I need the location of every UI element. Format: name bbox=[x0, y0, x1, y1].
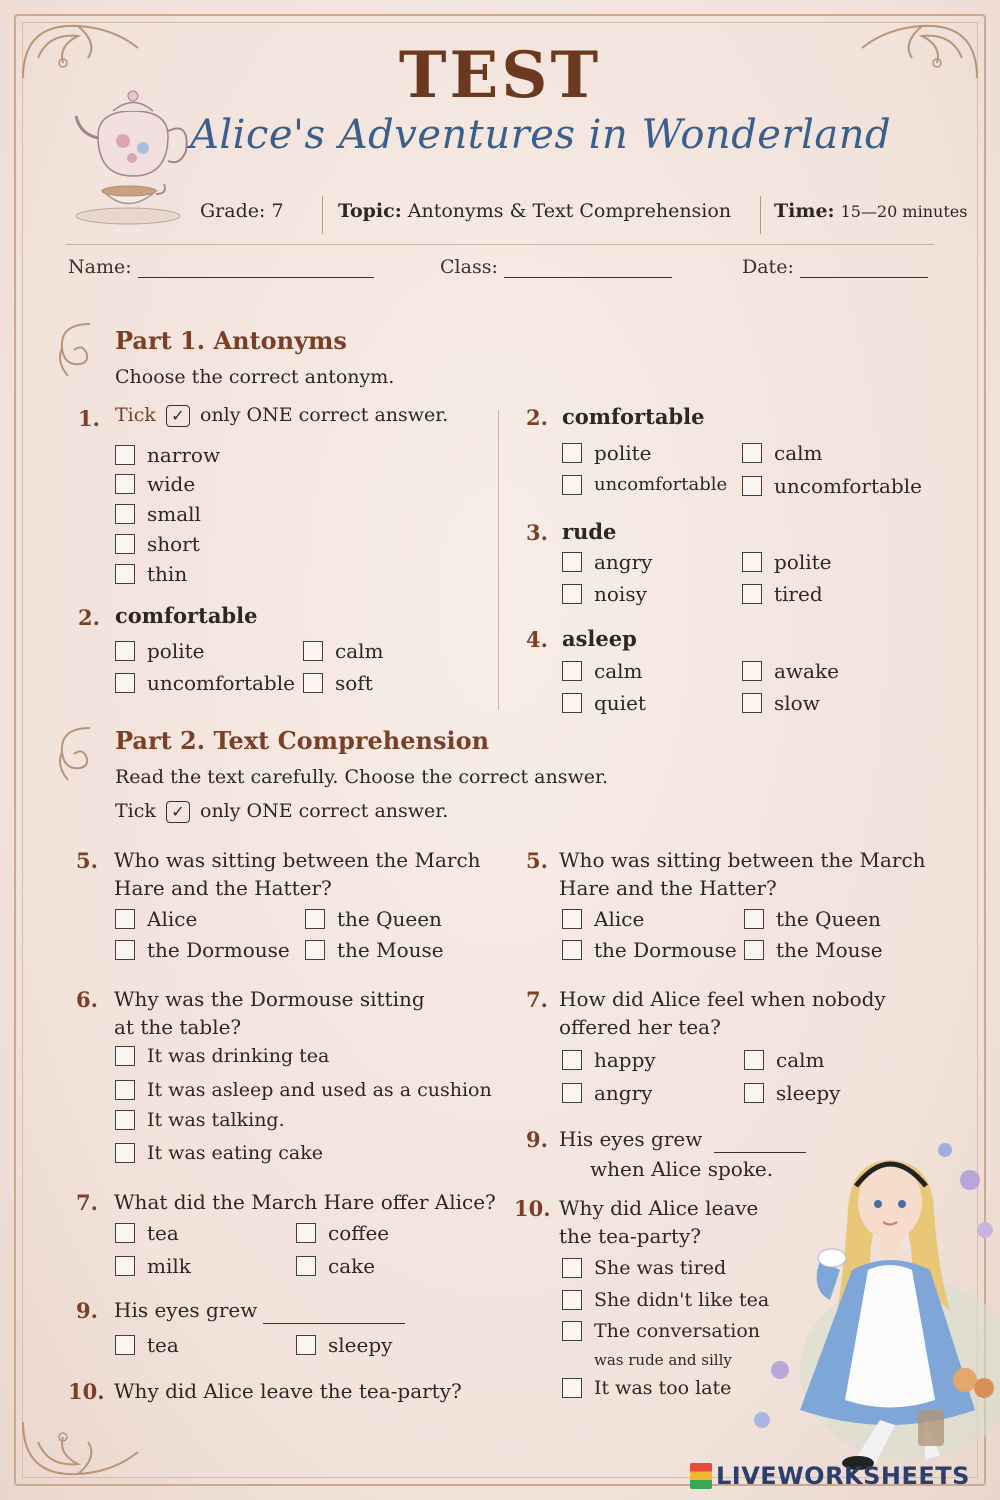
option-label: slow bbox=[774, 691, 820, 715]
part2-title: Part 2. Text Comprehension bbox=[115, 726, 490, 755]
answer-option[interactable] bbox=[115, 671, 295, 695]
part1-title: Part 1. Antonyms bbox=[115, 326, 347, 355]
checkbox[interactable] bbox=[115, 445, 135, 465]
answer-option[interactable] bbox=[562, 659, 643, 683]
option-label: polite bbox=[774, 550, 832, 574]
option-label: calm bbox=[594, 659, 643, 683]
swirl-ornament-icon bbox=[50, 318, 98, 380]
option-label: She didn't like tea bbox=[594, 1289, 770, 1311]
question-number: 7. bbox=[526, 987, 548, 1012]
option-label: angry bbox=[594, 550, 653, 574]
answer-option[interactable] bbox=[562, 1081, 652, 1105]
option-label: polite bbox=[594, 441, 652, 465]
question-number: 2. bbox=[526, 405, 548, 430]
option-label: tired bbox=[774, 582, 823, 606]
question-line: Why was the Dormouse sitting bbox=[114, 987, 425, 1011]
checkbox[interactable] bbox=[296, 1256, 316, 1276]
answer-option[interactable] bbox=[303, 639, 384, 663]
question-number: 10. bbox=[514, 1196, 551, 1221]
answer-option[interactable] bbox=[115, 1254, 191, 1278]
answer-option[interactable] bbox=[115, 443, 220, 467]
option-label: tea bbox=[147, 1221, 179, 1245]
option-label: It was eating cake bbox=[147, 1142, 324, 1164]
question-number: 6. bbox=[76, 987, 98, 1012]
answer-option[interactable] bbox=[115, 1079, 492, 1101]
answer-option[interactable] bbox=[115, 562, 187, 586]
option-label: noisy bbox=[594, 582, 647, 606]
checkbox[interactable] bbox=[115, 1110, 135, 1130]
name-field bbox=[68, 256, 374, 278]
checkbox[interactable] bbox=[562, 552, 582, 572]
option-label: It was talking. bbox=[147, 1109, 285, 1131]
checkbox[interactable] bbox=[562, 1321, 582, 1341]
topic-value: Antonyms & Text Comprehension bbox=[407, 200, 732, 222]
checkbox[interactable] bbox=[115, 564, 135, 584]
checkbox[interactable] bbox=[115, 504, 135, 524]
answer-option[interactable] bbox=[115, 472, 195, 496]
question-word: comfortable bbox=[562, 404, 705, 429]
option-label: the Queen bbox=[337, 907, 442, 931]
answer-option[interactable] bbox=[562, 1289, 769, 1311]
question-line: How did Alice feel when nobody bbox=[559, 987, 886, 1011]
checkmark-icon: ✓ bbox=[166, 801, 190, 823]
checkbox[interactable] bbox=[562, 475, 582, 495]
checkbox[interactable] bbox=[115, 641, 135, 661]
checkbox[interactable] bbox=[115, 1256, 135, 1276]
logo-text: LIVEWORKSHEETS bbox=[716, 1462, 970, 1490]
option-label: quiet bbox=[594, 691, 646, 715]
question-line: Why did Alice leave bbox=[559, 1196, 759, 1220]
question-line: at the table? bbox=[114, 1015, 242, 1039]
part2-instruction: Read the text carefully. Choose the correct answer. bbox=[115, 766, 609, 788]
answer-option[interactable] bbox=[305, 907, 442, 931]
checkbox[interactable] bbox=[562, 940, 582, 960]
question-word: comfortable bbox=[115, 603, 258, 628]
checkbox[interactable] bbox=[562, 1378, 582, 1398]
class-input[interactable] bbox=[504, 277, 672, 278]
question-number: 4. bbox=[526, 627, 548, 652]
checkbox[interactable] bbox=[744, 909, 764, 929]
option-label: the Mouse bbox=[337, 938, 444, 962]
option-label: soft bbox=[335, 671, 373, 695]
answer-option[interactable] bbox=[296, 1254, 375, 1278]
question-line: His eyes grew bbox=[559, 1127, 703, 1151]
answer-option[interactable] bbox=[562, 1048, 656, 1072]
answer-option[interactable] bbox=[562, 1320, 760, 1342]
option-label: the Dormouse bbox=[594, 938, 737, 962]
question-number: 2. bbox=[78, 605, 100, 630]
tick-rest: only ONE correct answer. bbox=[200, 404, 449, 426]
name-input[interactable] bbox=[138, 277, 374, 278]
question-number: 1. bbox=[78, 406, 100, 431]
checkbox[interactable] bbox=[742, 443, 762, 463]
question-text bbox=[559, 846, 926, 902]
answer-option[interactable] bbox=[744, 1048, 825, 1072]
checkbox[interactable] bbox=[303, 673, 323, 693]
date-input[interactable] bbox=[800, 277, 928, 278]
question-text: Why did Alice leave the tea-party? bbox=[114, 1379, 462, 1403]
checkbox[interactable] bbox=[115, 673, 135, 693]
tick-rest: only ONE correct answer. bbox=[200, 800, 449, 822]
checkbox[interactable] bbox=[562, 1050, 582, 1070]
option-label: It was drinking tea bbox=[147, 1045, 330, 1067]
question-number: 3. bbox=[526, 520, 548, 545]
grade-value: 7 bbox=[271, 200, 284, 222]
checkbox[interactable] bbox=[742, 693, 762, 713]
page-title: TEST bbox=[398, 38, 602, 113]
option-label: tea bbox=[147, 1333, 179, 1357]
answer-option[interactable] bbox=[562, 938, 737, 962]
divider bbox=[760, 196, 761, 234]
option-label: The conversation bbox=[594, 1320, 761, 1342]
answer-option[interactable] bbox=[742, 691, 820, 715]
answer-option[interactable] bbox=[115, 907, 197, 931]
logo-badge-icon bbox=[690, 1463, 712, 1489]
answer-option[interactable] bbox=[742, 659, 839, 683]
date-label: Date: bbox=[742, 256, 794, 278]
option-label: cake bbox=[328, 1254, 376, 1278]
date-field bbox=[742, 256, 928, 278]
class-field bbox=[440, 256, 672, 278]
topic-label: Topic: bbox=[338, 200, 402, 222]
answer-option[interactable] bbox=[744, 938, 883, 962]
question-line: when Alice spoke. bbox=[590, 1157, 774, 1181]
answer-option[interactable] bbox=[296, 1221, 389, 1245]
question-text bbox=[559, 1194, 758, 1250]
question-number: 10. bbox=[68, 1379, 105, 1404]
checkbox[interactable] bbox=[115, 1223, 135, 1243]
answer-option[interactable] bbox=[115, 938, 290, 962]
checkbox[interactable] bbox=[115, 474, 135, 494]
question-text bbox=[559, 985, 886, 1041]
question-line: Who was sitting between the March bbox=[114, 848, 481, 872]
answer-option[interactable] bbox=[562, 1377, 731, 1399]
option-label: calm bbox=[776, 1048, 825, 1072]
answer-option[interactable] bbox=[562, 441, 652, 465]
question-word: rude bbox=[562, 519, 617, 544]
question-line: the tea-party? bbox=[559, 1224, 702, 1248]
answer-option[interactable] bbox=[115, 1221, 179, 1245]
question-number: 7. bbox=[76, 1190, 98, 1215]
column-divider bbox=[498, 410, 499, 710]
checkbox[interactable] bbox=[305, 940, 325, 960]
question-number: 9. bbox=[76, 1298, 98, 1323]
time-value: 15—20 minutes bbox=[840, 202, 968, 221]
checkbox[interactable] bbox=[303, 641, 323, 661]
question-line: Hare and the Hatter? bbox=[559, 876, 777, 900]
checkbox[interactable] bbox=[562, 909, 582, 929]
question-text: What did the March Hare offer Alice? bbox=[114, 1190, 496, 1214]
checkbox[interactable] bbox=[562, 1258, 582, 1278]
checkbox[interactable] bbox=[562, 584, 582, 604]
answer-option[interactable] bbox=[742, 474, 922, 498]
question-line: offered her tea? bbox=[559, 1015, 721, 1039]
option-label: the Dormouse bbox=[147, 938, 290, 962]
teapot-teacup-icon bbox=[68, 76, 198, 226]
option-label: wide bbox=[147, 472, 196, 496]
tick-word: Tick bbox=[115, 404, 156, 426]
option-label: uncomfortable bbox=[147, 671, 295, 695]
option-label: Alice bbox=[147, 907, 198, 931]
option-label: angry bbox=[594, 1081, 653, 1105]
grade-info bbox=[200, 200, 284, 222]
question-line: Hare and the Hatter? bbox=[114, 876, 332, 900]
answer-option[interactable] bbox=[305, 938, 444, 962]
answer-option[interactable] bbox=[744, 1081, 840, 1105]
option-label: sleepy bbox=[776, 1081, 841, 1105]
topic-info bbox=[338, 200, 731, 222]
option-label: She was tired bbox=[594, 1257, 727, 1279]
answer-option[interactable] bbox=[742, 582, 823, 606]
corner-ornament-icon bbox=[18, 1412, 168, 1482]
option-label: the Queen bbox=[776, 907, 881, 931]
option-label-continued: was rude and silly bbox=[594, 1351, 732, 1369]
option-label: happy bbox=[594, 1048, 656, 1072]
answer-option[interactable] bbox=[115, 639, 205, 663]
checkbox[interactable] bbox=[115, 940, 135, 960]
checkbox[interactable] bbox=[305, 909, 325, 929]
checkbox[interactable] bbox=[562, 1290, 582, 1310]
class-label: Class: bbox=[440, 256, 498, 278]
checkbox[interactable] bbox=[742, 552, 762, 572]
checkbox[interactable] bbox=[115, 1046, 135, 1066]
answer-option[interactable] bbox=[296, 1333, 392, 1357]
option-label: Alice bbox=[594, 907, 645, 931]
answer-option[interactable] bbox=[742, 441, 823, 465]
answer-blank[interactable] bbox=[263, 1323, 405, 1324]
option-label: It was asleep and used as a cushion bbox=[147, 1079, 492, 1101]
answer-option[interactable] bbox=[742, 550, 832, 574]
name-label: Name: bbox=[68, 256, 132, 278]
checkmark-icon: ✓ bbox=[166, 405, 190, 427]
answer-option[interactable] bbox=[115, 532, 200, 556]
alice-illustration bbox=[740, 1120, 1000, 1475]
option-label: calm bbox=[774, 441, 823, 465]
answer-option[interactable] bbox=[562, 907, 644, 931]
option-label: uncomfortable bbox=[594, 474, 728, 495]
answer-option[interactable] bbox=[562, 474, 727, 495]
checkbox[interactable] bbox=[562, 693, 582, 713]
checkbox[interactable] bbox=[744, 1050, 764, 1070]
answer-option[interactable] bbox=[562, 691, 646, 715]
time-info bbox=[774, 200, 967, 222]
checkbox[interactable] bbox=[742, 476, 762, 496]
divider bbox=[66, 244, 934, 245]
answer-option[interactable] bbox=[115, 1109, 285, 1131]
option-label: sleepy bbox=[328, 1333, 393, 1357]
checkbox[interactable] bbox=[115, 1080, 135, 1100]
option-label: polite bbox=[147, 639, 205, 663]
option-label: milk bbox=[147, 1254, 191, 1278]
checkbox[interactable] bbox=[115, 1335, 135, 1355]
checkbox[interactable] bbox=[742, 661, 762, 681]
checkbox[interactable] bbox=[115, 1143, 135, 1163]
question-number: 9. bbox=[526, 1127, 548, 1152]
checkbox[interactable] bbox=[296, 1335, 316, 1355]
option-label: coffee bbox=[328, 1221, 390, 1245]
checkbox[interactable] bbox=[742, 584, 762, 604]
tick-instruction bbox=[115, 800, 448, 823]
option-label: the Mouse bbox=[776, 938, 883, 962]
option-label: small bbox=[147, 502, 201, 526]
option-label: narrow bbox=[147, 443, 221, 467]
tick-word: Tick bbox=[115, 800, 156, 822]
question-line: Who was sitting between the March bbox=[559, 848, 926, 872]
option-label: awake bbox=[774, 659, 839, 683]
answer-option[interactable] bbox=[562, 582, 647, 606]
answer-option[interactable] bbox=[562, 1257, 726, 1279]
option-label: uncomfortable bbox=[774, 474, 922, 498]
option-label: calm bbox=[335, 639, 384, 663]
checkbox[interactable] bbox=[744, 940, 764, 960]
liveworksheets-logo[interactable] bbox=[690, 1462, 970, 1490]
grade-label: Grade: bbox=[200, 200, 266, 222]
option-label: It was too late bbox=[594, 1377, 732, 1399]
answer-option[interactable] bbox=[115, 502, 201, 526]
checkbox[interactable] bbox=[115, 909, 135, 929]
option-label: short bbox=[147, 532, 200, 556]
answer-option[interactable] bbox=[115, 1333, 179, 1357]
checkbox[interactable] bbox=[296, 1223, 316, 1243]
swirl-ornament-icon bbox=[50, 722, 98, 784]
answer-option[interactable] bbox=[562, 550, 652, 574]
question-number: 5. bbox=[526, 848, 548, 873]
question-text bbox=[114, 985, 425, 1041]
tick-instruction bbox=[115, 404, 448, 427]
checkbox[interactable] bbox=[115, 534, 135, 554]
checkbox[interactable] bbox=[562, 661, 582, 681]
answer-option[interactable] bbox=[303, 671, 373, 695]
question-text bbox=[114, 846, 481, 902]
option-label: thin bbox=[147, 562, 188, 586]
checkbox[interactable] bbox=[562, 443, 582, 463]
answer-option[interactable] bbox=[744, 907, 881, 931]
page-subtitle: Alice's Adventures in Wonderland bbox=[190, 112, 892, 158]
answer-option[interactable] bbox=[115, 1045, 329, 1067]
checkbox[interactable] bbox=[744, 1083, 764, 1103]
question-text bbox=[114, 1296, 405, 1324]
checkbox[interactable] bbox=[562, 1083, 582, 1103]
answer-option[interactable] bbox=[115, 1142, 323, 1164]
divider bbox=[322, 196, 323, 234]
time-label: Time: bbox=[774, 200, 835, 222]
question-line: His eyes grew bbox=[114, 1298, 258, 1322]
part1-instruction: Choose the correct antonym. bbox=[115, 366, 395, 388]
question-word: asleep bbox=[562, 626, 637, 651]
question-number: 5. bbox=[76, 848, 98, 873]
